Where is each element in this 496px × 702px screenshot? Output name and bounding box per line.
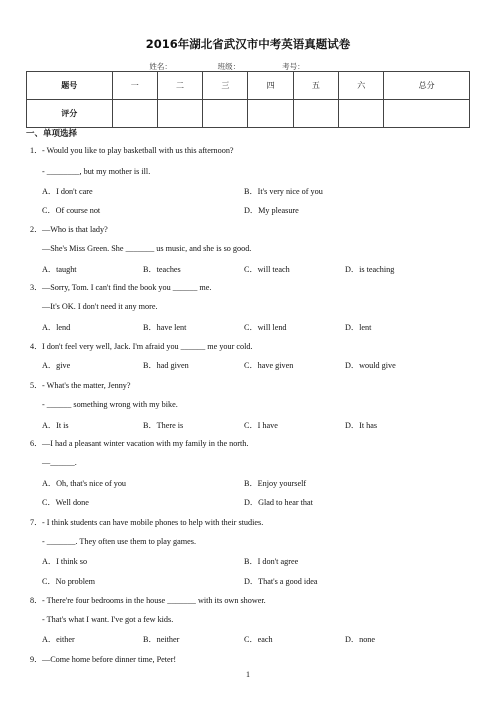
score-cell: 五 bbox=[293, 72, 338, 100]
answer-option[interactable]: B．Enjoy yourself bbox=[244, 479, 307, 488]
exam-no-label: 考号： bbox=[282, 62, 305, 71]
answer-option[interactable]: B．I don't agree bbox=[244, 557, 299, 566]
answer-option[interactable]: D．is teaching bbox=[345, 265, 395, 274]
answer-option[interactable]: D．lent bbox=[345, 323, 372, 332]
question-number: 9． bbox=[30, 655, 43, 664]
question-stem bbox=[30, 341, 253, 352]
question-number: 6． bbox=[30, 439, 43, 448]
section-title: 一、单项选择 bbox=[26, 129, 78, 139]
score-cell: 总分 bbox=[384, 72, 470, 100]
class-label: 班级： bbox=[217, 62, 241, 71]
answer-option[interactable]: D．My pleasure bbox=[244, 206, 299, 215]
score-input-cell[interactable] bbox=[112, 100, 157, 128]
answer-option[interactable]: C．Well done bbox=[42, 498, 89, 507]
question-stem bbox=[30, 517, 263, 528]
exam-title: 2016年湖北省武汉市中考英语真题试卷 bbox=[145, 37, 351, 51]
score-table bbox=[26, 71, 470, 128]
answer-option[interactable]: A．give bbox=[42, 361, 71, 370]
answer-option[interactable]: A．lend bbox=[42, 323, 71, 332]
question-dialogue-line: - That's what I want. I've got a few kids. bbox=[42, 615, 174, 624]
question-number: 8． bbox=[30, 596, 43, 605]
question-stem bbox=[30, 654, 176, 665]
score-cell: 三 bbox=[203, 72, 248, 100]
question-text: - There're four bedrooms in the house _______ with its own shower. bbox=[42, 596, 266, 605]
answer-option[interactable]: A．either bbox=[42, 635, 75, 644]
question-text: - I think students can have mobile phones to help with their studies. bbox=[42, 518, 264, 527]
question-dialogue-line: - _______. They often use them to play games. bbox=[42, 537, 197, 546]
answer-option[interactable]: B．It's very nice of you bbox=[244, 187, 323, 196]
answer-option[interactable]: A．I think so bbox=[42, 557, 88, 566]
score-table-header-row bbox=[27, 72, 470, 100]
score-table-score-row bbox=[27, 100, 470, 128]
question-text: —I had a pleasant winter vacation with my family in the north. bbox=[42, 439, 249, 448]
answer-option[interactable]: D．would give bbox=[345, 361, 396, 370]
answer-option[interactable]: D．none bbox=[345, 635, 376, 644]
question-dialogue-line: —It's OK. I don't need it any more. bbox=[42, 302, 158, 311]
question-text: I don't feel very well, Jack. I'm afraid you ______ me your cold. bbox=[42, 342, 253, 351]
answer-option[interactable]: C．each bbox=[244, 635, 273, 644]
name-label: 姓名： bbox=[149, 62, 172, 71]
question-stem bbox=[30, 438, 248, 449]
question-number: 4． bbox=[30, 342, 43, 351]
question-stem bbox=[30, 282, 211, 293]
answer-option[interactable]: A．It is bbox=[42, 421, 69, 430]
question-number: 3． bbox=[30, 283, 43, 292]
answer-option[interactable]: D．That's a good idea bbox=[244, 577, 318, 586]
question-number: 5． bbox=[30, 381, 43, 390]
answer-option[interactable]: A．taught bbox=[42, 265, 77, 274]
score-row-label: 评分 bbox=[27, 100, 113, 128]
score-input-cell[interactable] bbox=[203, 100, 248, 128]
answer-option[interactable]: B．have lent bbox=[143, 323, 187, 332]
answer-option[interactable]: B．had given bbox=[143, 361, 189, 370]
score-input-cell[interactable] bbox=[339, 100, 384, 128]
answer-option[interactable]: C．have given bbox=[244, 361, 294, 370]
answer-option[interactable]: D．Glad to hear that bbox=[244, 498, 313, 507]
question-text: —Who is that lady? bbox=[42, 225, 108, 234]
question-text: - Would you like to play basketball with us this afternoon? bbox=[42, 146, 234, 155]
answer-option[interactable]: A．Oh, that's nice of you bbox=[42, 479, 127, 488]
answer-option[interactable]: A．I don't care bbox=[42, 187, 93, 196]
score-input-cell[interactable] bbox=[248, 100, 293, 128]
score-input-cell[interactable] bbox=[293, 100, 338, 128]
score-input-cell[interactable] bbox=[157, 100, 202, 128]
question-dialogue-line: —______. bbox=[42, 458, 77, 467]
question-stem bbox=[30, 145, 234, 156]
answer-option[interactable]: C．No problem bbox=[42, 577, 95, 586]
question-text: —Come home before dinner time, Peter! bbox=[42, 655, 177, 664]
question-number: 7． bbox=[30, 518, 43, 527]
answer-option[interactable]: D．It has bbox=[345, 421, 378, 430]
question-number: 1． bbox=[30, 146, 43, 155]
page-number: 1 bbox=[246, 670, 250, 679]
score-cell: 六 bbox=[339, 72, 384, 100]
question-stem bbox=[30, 224, 108, 235]
answer-option[interactable]: B．teaches bbox=[143, 265, 181, 274]
question-dialogue-line: - ________, but my mother is ill. bbox=[42, 167, 151, 176]
answer-option[interactable]: C．will teach bbox=[244, 265, 290, 274]
question-stem bbox=[30, 595, 266, 606]
answer-option[interactable]: C．Of course not bbox=[42, 206, 101, 215]
question-dialogue-line: - ______ something wrong with my bike. bbox=[42, 400, 178, 409]
score-cell: 四 bbox=[248, 72, 293, 100]
question-stem bbox=[30, 380, 131, 391]
score-input-cell[interactable] bbox=[384, 100, 470, 128]
question-dialogue-line: —She's Miss Green. She _______ us music, and she is so good. bbox=[42, 244, 252, 253]
answer-option[interactable]: C．will lend bbox=[244, 323, 287, 332]
score-cell: 一 bbox=[112, 72, 157, 100]
answer-option[interactable]: B．There is bbox=[143, 421, 184, 430]
score-cell: 题号 bbox=[27, 72, 113, 100]
question-number: 2． bbox=[30, 225, 43, 234]
question-text: - What's the matter, Jenny? bbox=[42, 381, 131, 390]
answer-option[interactable]: C．I have bbox=[244, 421, 278, 430]
question-text: —Sorry, Tom. I can't find the book you ______ me. bbox=[42, 283, 212, 292]
score-cell: 二 bbox=[157, 72, 202, 100]
answer-option[interactable]: B．neither bbox=[143, 635, 180, 644]
